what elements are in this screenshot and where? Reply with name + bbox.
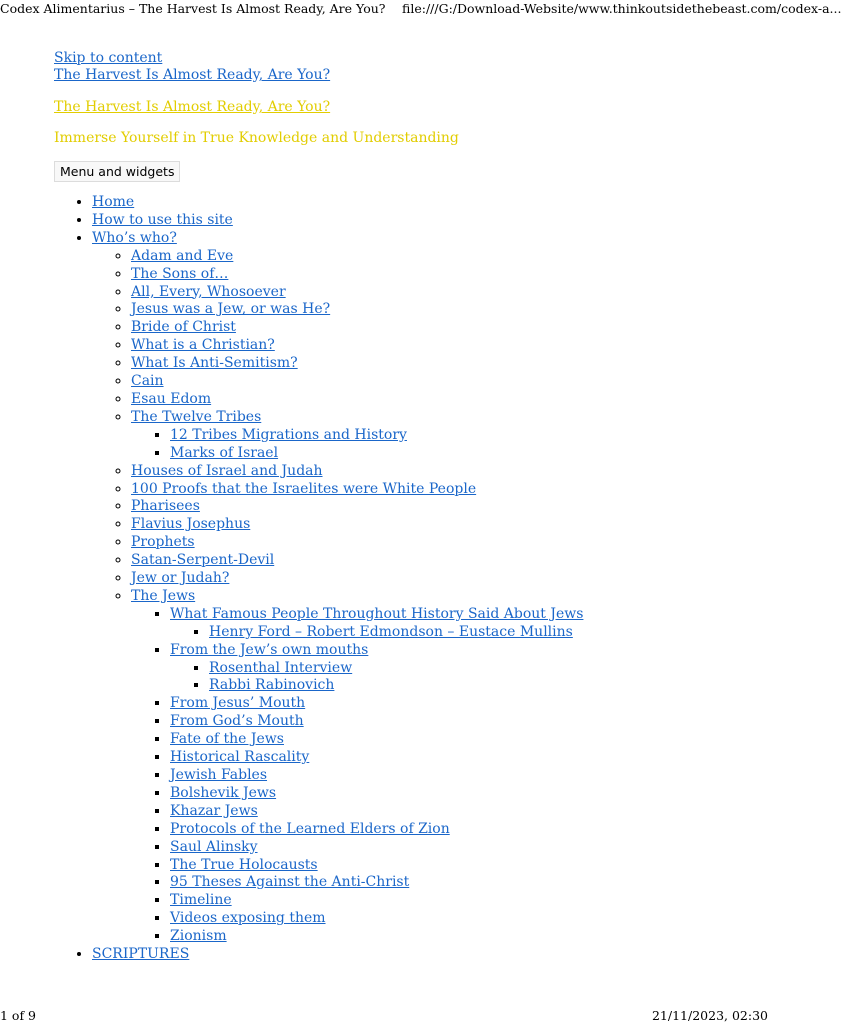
nav-link-scriptures[interactable]: SCRIPTURES [92,946,190,963]
nav-link-ford[interactable]: Henry Ford – Robert Edmondson – Eustace Mullins [209,623,573,640]
list-item [131,248,754,266]
list-item [170,427,754,445]
list-item [131,301,754,319]
nav-link-khazar[interactable]: Khazar Jews [170,802,258,819]
own-mouths-submenu [170,660,754,696]
list-item [170,785,754,803]
list-item [131,463,754,481]
print-header-title: Codex Alimentarius – The Harvest Is Almost Ready, Are You? [0,1,386,16]
nav-link-josephus[interactable]: Flavius Josephus [131,516,251,533]
nav-link-cain[interactable]: Cain [131,373,164,390]
whos-who-submenu [92,248,754,946]
nav-link-esau[interactable]: Esau Edom [131,390,212,407]
list-item [131,570,754,588]
list-item [131,355,754,373]
nav-link-jew-judah[interactable]: Jew or Judah? [131,570,230,587]
print-date: 21/11/2023, 02:30 [651,1008,768,1023]
nav-link-holocausts[interactable]: The True Holocausts [170,856,318,873]
nav-link-proofs[interactable]: 100 Proofs that the Israelites were White People [131,480,477,497]
list-item [209,624,754,642]
nav-item-whos-who [92,230,754,946]
nav-link-houses[interactable]: Houses of Israel and Judah [131,462,323,479]
site-home-link[interactable]: The Harvest Is Almost Ready, Are You? [54,67,331,83]
nav-link-migrations[interactable]: 12 Tribes Migrations and History [170,426,407,443]
nav-link-fate[interactable]: Fate of the Jews [170,731,284,748]
list-item [209,660,754,678]
list-item [209,677,754,695]
site-tagline: Immerse Yourself in True Knowledge and Understanding [54,130,459,146]
nav-link-videos[interactable]: Videos exposing them [170,910,326,927]
list-item [131,284,754,302]
nav-link-bolshevik[interactable]: Bolshevik Jews [170,784,277,801]
nav-link-famous-people[interactable]: What Famous People Throughout History Said About Jews [170,605,584,622]
nav-link-fables[interactable]: Jewish Fables [170,767,268,783]
nav-item-home [92,194,754,212]
print-footer [0,1008,768,1024]
list-item [131,409,754,463]
list-item [170,767,754,785]
nav-link-christian[interactable]: What is a Christian? [131,337,275,354]
print-header [0,1,841,17]
nav-item-scriptures [92,946,754,964]
nav-link-whos-who[interactable]: Who’s who? [92,229,177,246]
nav-link-rascality[interactable]: Historical Rascality [170,749,310,766]
list-item [170,892,754,910]
list-item [131,481,754,499]
nav-link-all-every[interactable]: All, Every, Whosoever [131,283,286,300]
site-title-link[interactable]: The Harvest Is Almost Ready, Are You? [54,99,331,115]
list-item [170,857,754,875]
list-item [131,373,754,391]
nav-link-prophets[interactable]: Prophets [131,534,195,551]
list-item [170,713,754,731]
list-item [170,803,754,821]
list-item [131,391,754,409]
nav-link-pharisees[interactable]: Pharisees [131,498,200,515]
list-item [170,928,754,946]
list-item [170,695,754,713]
list-item [170,839,754,857]
nav-link-jesus-mouth[interactable]: From Jesus’ Mouth [170,695,306,712]
nav-link-protocols[interactable]: Protocols of the Learned Elders of Zion [170,820,450,837]
list-item [131,266,754,284]
page-content [54,50,754,964]
list-item [170,821,754,839]
menu-and-widgets-button[interactable]: Menu and widgets [54,161,180,182]
page-number: 1 of 9 [0,1008,37,1023]
nav-link-bride[interactable]: Bride of Christ [131,319,236,336]
list-item [131,498,754,516]
nav-link-jesus-jew[interactable]: Jesus was a Jew, or was He? [131,301,331,318]
list-item [131,516,754,534]
list-item [170,749,754,767]
list-item [170,642,754,696]
nav-item-how-to [92,212,754,230]
nav-link-satan[interactable]: Satan-Serpent-Devil [131,552,275,569]
nav-link-adam-and-eve[interactable]: Adam and Eve [131,247,234,264]
nav-link-rabinovich[interactable]: Rabbi Rabinovich [209,677,335,694]
main-navigation [54,194,754,964]
nav-link-marks[interactable]: Marks of Israel [170,444,279,461]
list-item [131,534,754,552]
site-title [54,99,754,116]
nav-link-gods-mouth[interactable]: From God’s Mouth [170,713,304,730]
list-item [170,445,754,463]
nav-link-zionism[interactable]: Zionism [170,928,227,945]
list-item [131,588,754,946]
list-item [131,552,754,570]
list-item [170,731,754,749]
nav-link-rosenthal[interactable]: Rosenthal Interview [209,659,353,676]
nav-link-how-to[interactable]: How to use this site [92,211,233,228]
list-item [131,337,754,355]
print-header-url: file:///G:/Download-Website/www.thinkoutsidethebeast.com/codex-a... [402,1,841,16]
nav-link-alinsky[interactable]: Saul Alinsky [170,838,258,855]
famous-people-submenu [170,624,754,642]
nav-link-sons-of[interactable]: The Sons of… [131,265,229,282]
the-jews-submenu [131,606,754,946]
list-item [131,319,754,337]
skip-to-content-link[interactable]: Skip to content [54,50,163,66]
list-item [170,910,754,928]
nav-link-home[interactable]: Home [92,194,135,210]
nav-link-own-mouths[interactable]: From the Jew’s own mouths [170,641,369,658]
nav-link-antisemitism[interactable]: What Is Anti-Semitism? [131,355,298,372]
nav-link-theses[interactable]: 95 Theses Against the Anti-Christ [170,874,410,891]
list-item [170,874,754,892]
nav-link-twelve-tribes[interactable]: The Twelve Tribes [131,408,262,425]
twelve-tribes-submenu [131,427,754,463]
nav-link-the-jews[interactable]: The Jews [131,587,196,604]
list-item [170,606,754,642]
nav-link-timeline[interactable]: Timeline [170,892,232,909]
